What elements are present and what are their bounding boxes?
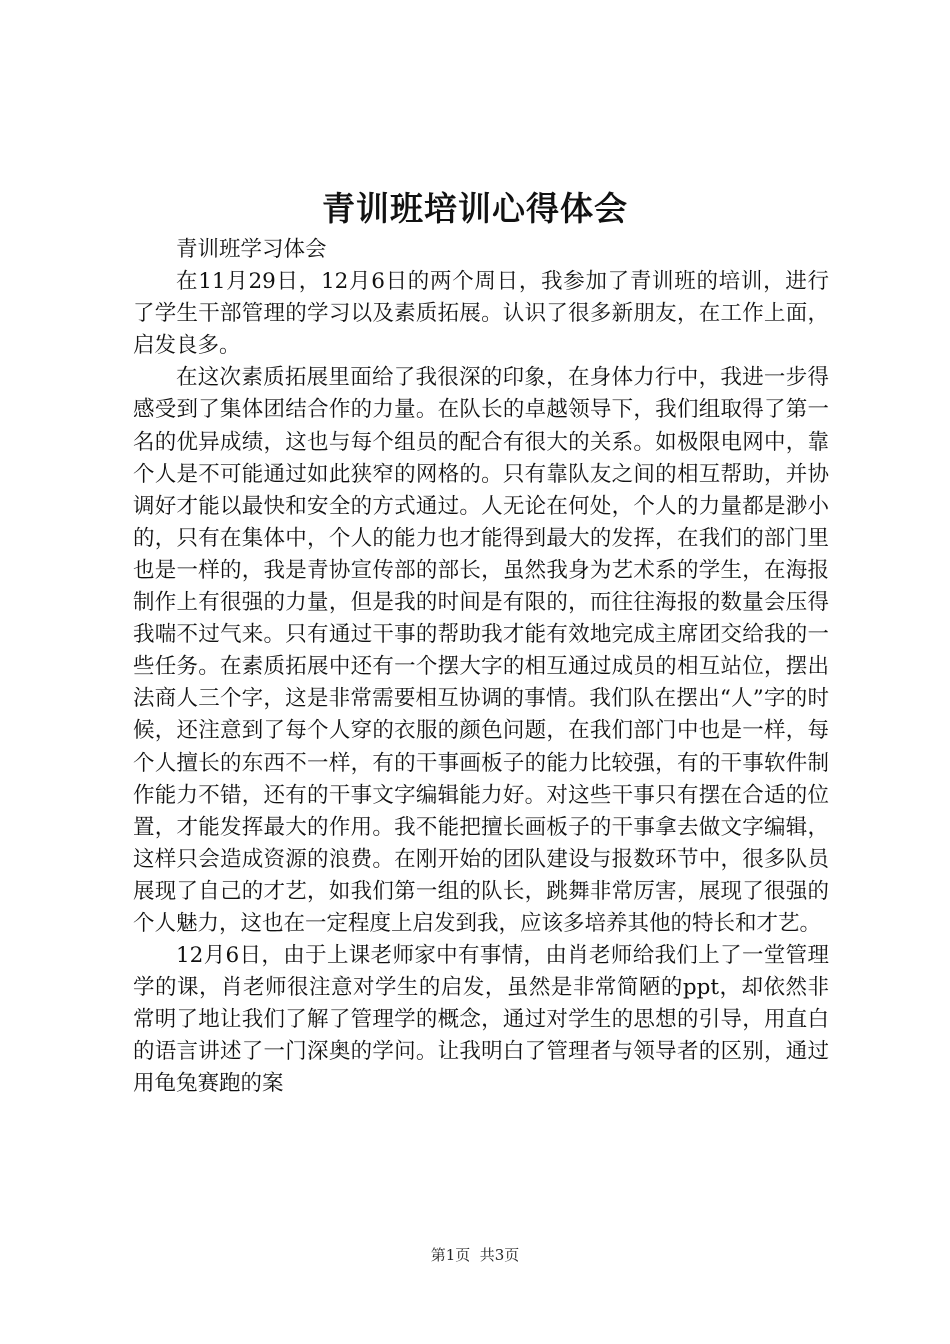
page-number: 第1页 共3页 [430, 1246, 520, 1264]
document-body [133, 234, 829, 1101]
page-footer [0, 1244, 950, 1266]
body-paragraph: 在11月29日，12月6日的两个周日，我参加了青训班的培训，进行了学生干部管理的学习以及素质拓展。认识了很多新朋友，在工作上面，启发良多。 [133, 269, 829, 359]
body-paragraph: 12月6日，由于上课老师家中有事情，由肖老师给我们上了一堂管理学的课，肖老师很注意对学生的启发，虽然是非常简陋的ppt，却依然非常明了地让我们了解了管理学的概念，通过对学生的思想的引导，用直白的语言讲述了一门深奥的学问。让我明白了管理者与领导者的区别，通过用龟兔赛跑的案 [133, 943, 829, 1097]
document-title: 青训班培训心得体会 [322, 189, 628, 228]
subtitle-paragraph: 青训班学习体会 [176, 237, 327, 262]
body-paragraph: 在这次素质拓展里面给了我很深的印象，在身体力行中，我进一步得感受到了集体团结合作的力量。在队长的卓越领导下，我们组取得了第一名的优异成绩，这也与每个组员的配合有很大的关系。如极限电网中，靠个人是不可能通过如此狭窄的网格的。只有靠队友之间的相互帮助，并协调好才能以最快和安全的方式通过。人无论在何处，个人的力量都是渺小的，只有在集体中，个人的能力也才能得到最大的发挥，在我们的部门里也是一样的，我是青协宣传部的部长，虽然我身为艺术系的学生，在海报制作上有很强的力量，但是我的时间是有限的，而往往海报的数量会压得我喘不过气来。只有通过干事的帮助我才能有效地完成主席团交给我的一些任务。在素质拓展中还有一个摆大字的相互通过成员的相互站位，摆出法商人三个字，这是非常需要相互协调的事情。我们队在摆出“人”字的时候，还注意到了每个人穿的衣服的颜色问题，在我们部门中也是一样，每个人擅长的东西不一样，有的干事画板子的能力比较强，有的干事软件制作能力不错，还有的干事文字编辑能力好。对这些干事只有摆在合适的位置，才能发挥最大的作用。我不能把擅长画板子的干事拿去做文字编辑，这样只会造成资源的浪费。在刚开始的团队建设与报数环节中，很多队员展现了自己的才艺，如我们第一组的队长，跳舞非常厉害，展现了很强的个人魅力，这也在一定程度上启发到我，应该多培养其他的特长和才艺。 [133, 365, 829, 936]
